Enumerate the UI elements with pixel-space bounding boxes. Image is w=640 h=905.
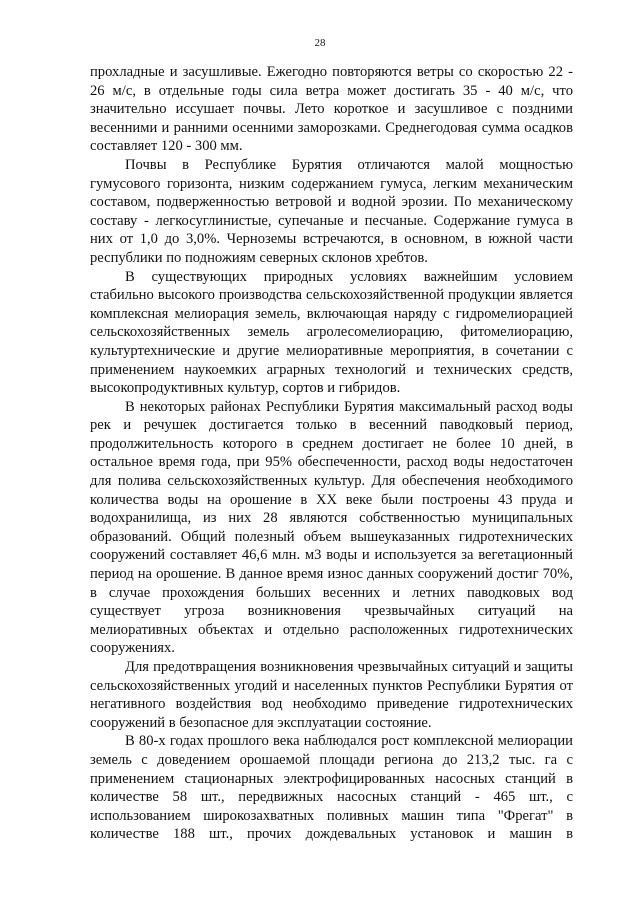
paragraph-soils: Почвы в Республике Бурятия отличаются малой мощностью гумусового горизонта, низким содержанием гумуса, легким механическим составом, подверженностью ветровой и водной эрозии. По механическому составу - легкосуглинистые, супечаные и песчаные. Содержание гумуса в них от 1,0 до 3,0%. Черноземы встречаются, в основном, в южной части республики по подножиям северных склонов хребтов.	[90, 156, 573, 266]
page-number: 28	[314, 37, 326, 49]
paragraph-climate: прохладные и засушливые. Ежегодно повторяются ветры со скоростью 22 - 26 м/с, в отдельные годы сила ветра может достигать 35 - 40 м/с, что значительно иссушает почвы. Лето короткое и засушливое с поздними весенними и ранними осенними заморозками. Среднегодовая сумма осадков составляет 120 - 300 мм.	[90, 64, 573, 155]
paragraph-water-resources: В некоторых районах Республики Бурятия максимальный расход воды рек и речушек достигается только в весенний паводковый период, продолжительность которого в среднем достигает не более 10 дней, в остальное время года, при 95% обеспеченности, расход воды недостаточен для полива сельскохозяйственных культур. Для обеспечения необходимого количества воды на орошение в XX веке были построены 43 пруда и водохранилища, из них 28 являются собственностью муниципальных образований. Общий полезный объем вышеуказанных гидротехнических сооружений составляет 46,6 млн. м3 воды и используется за вегетационный период на орошение. В данное время износ данных сооружений достиг 70%, в случае прохождения больших весенних и летних паводковых вод существует угроза возникновения чрезвычайных ситуаций на мелиоративных объектах и отдельно расположенных гидротехнических сооружениях.	[90, 398, 573, 657]
paragraph-land-reclamation: В существующих природных условиях важнейшим условием стабильно высокого производства сельскохозяйственной продукции является комплексная мелиорация земель, включающая наряду с гидромелиорацией сельскохозяйственных земель агролесомелиорацию, фитомелиорацию, культуртехнические и другие мелиоративные мероприятия, в сочетании с применением наукоемких аграрных технологий и технических средств, высокопродуктивных культур, сортов и гибридов.	[90, 268, 573, 397]
paragraph-emergency-prevention: Для предотвращения возникновения чрезвычайных ситуаций и защиты сельскохозяйственных угодий и населенных пунктов Республики Бурятия от негативного воздействия вод необходимо приведение гидротехнических сооружений в безопасное для эксплуатации состояние.	[90, 659, 573, 731]
paragraph-irrigation-history: В 80-х годах прошлого века наблюдался рост комплексной мелиорации земель с доведением орошаемой площади региона до 213,2 тыс. га с применением стационарных электрофицированных насосных станций в количестве 58 шт., передвижных насосных станций - 465 шт., с использованием широкозахватных поливных машин типа "Фрегат" в количестве 188 шт., прочих дождевальных установок и машин в	[90, 733, 573, 843]
document-body	[90, 63, 573, 844]
